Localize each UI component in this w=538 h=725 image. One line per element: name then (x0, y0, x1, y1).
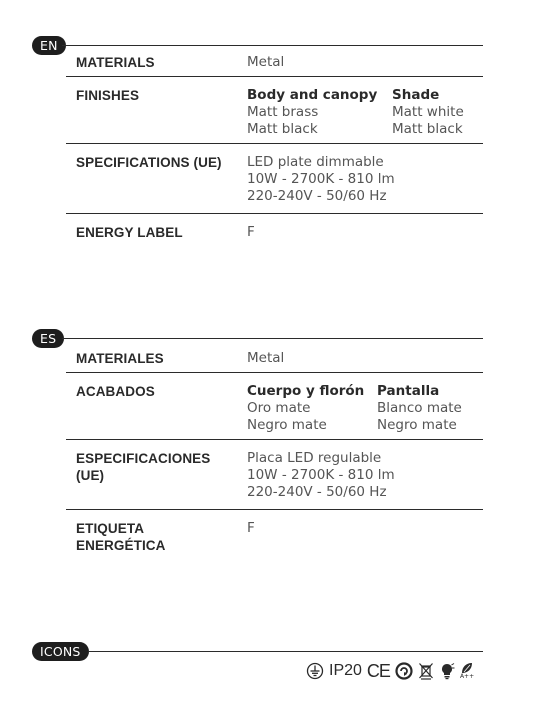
finish-heading: Cuerpo y florón (247, 383, 365, 399)
finish-column-shade (392, 87, 464, 138)
icons-tag: ICONS (32, 642, 89, 661)
weee-bin-icon (418, 662, 434, 680)
row-value: Metal (247, 54, 285, 70)
row-divider (66, 509, 483, 510)
finish-item: Matt white (392, 104, 464, 120)
row-divider (66, 439, 483, 440)
label-line: ENERGÉTICA (76, 538, 166, 553)
row-specifications (76, 450, 483, 504)
row-value: Metal (247, 350, 285, 366)
row-divider (66, 76, 483, 77)
finish-item: Matt black (247, 121, 318, 137)
language-tag-es: ES (32, 329, 64, 348)
finish-heading: Shade (392, 87, 440, 103)
ce-mark-icon: CE (366, 661, 390, 681)
row-value (247, 154, 395, 205)
finish-item: Negro mate (247, 417, 327, 433)
row-materials (76, 350, 483, 370)
row-label: MATERIALES (76, 351, 164, 366)
row-materials (76, 54, 483, 74)
spec-line: 10W - 2700K - 810 lm (247, 467, 395, 483)
finish-column-shade (377, 383, 462, 434)
row-finishes (76, 87, 483, 139)
finish-heading: Pantalla (377, 383, 440, 399)
row-value: F (247, 520, 255, 536)
spec-line: 10W - 2700K - 810 lm (247, 171, 395, 187)
spec-line: LED plate dimmable (247, 154, 384, 170)
finish-item: Negro mate (377, 417, 457, 433)
earth-ground-icon (306, 662, 324, 680)
row-finishes (76, 383, 483, 435)
row-energy (76, 224, 483, 244)
row-label: MATERIALS (76, 55, 155, 70)
finish-item: Oro mate (247, 400, 311, 416)
section-divider (62, 338, 483, 339)
certification-icons (306, 661, 486, 681)
energy-class-text: A++ (459, 673, 475, 680)
row-label: ACABADOS (76, 384, 155, 399)
spec-line: 220-240V - 50/60 Hz (247, 188, 387, 204)
row-label: ENERGY LABEL (76, 225, 183, 240)
row-label: FINISHES (76, 88, 140, 103)
section-divider (88, 651, 483, 652)
row-divider (66, 213, 483, 214)
row-divider (66, 372, 483, 373)
ip20-rating: IP20 (329, 662, 362, 679)
section-divider (62, 45, 483, 46)
row-label: SPECIFICATIONS (UE) (76, 155, 222, 170)
finish-column-body (247, 87, 377, 138)
row-value (247, 450, 395, 501)
label-line: ETIQUETA (76, 521, 145, 536)
finish-heading: Body and canopy (247, 87, 378, 103)
row-divider (66, 143, 483, 144)
row-label (76, 450, 241, 484)
row-label (76, 520, 241, 554)
dimmable-bulb-icon (439, 662, 455, 680)
language-tag-en: EN (32, 36, 66, 55)
spec-line: 220-240V - 50/60 Hz (247, 484, 387, 500)
finish-item: Blanco mate (377, 400, 462, 416)
row-value: F (247, 224, 255, 240)
label-line: ESPECIFICACIONES (76, 451, 211, 466)
spec-line: Placa LED regulable (247, 450, 382, 466)
finish-item: Matt brass (247, 104, 319, 120)
row-specifications (76, 154, 483, 208)
energy-class-icon (460, 662, 474, 680)
row-energy (76, 520, 483, 556)
label-line: (UE) (76, 468, 105, 483)
finish-item: Matt black (392, 121, 463, 137)
finish-column-body (247, 383, 364, 434)
recycle-icon (395, 662, 413, 680)
